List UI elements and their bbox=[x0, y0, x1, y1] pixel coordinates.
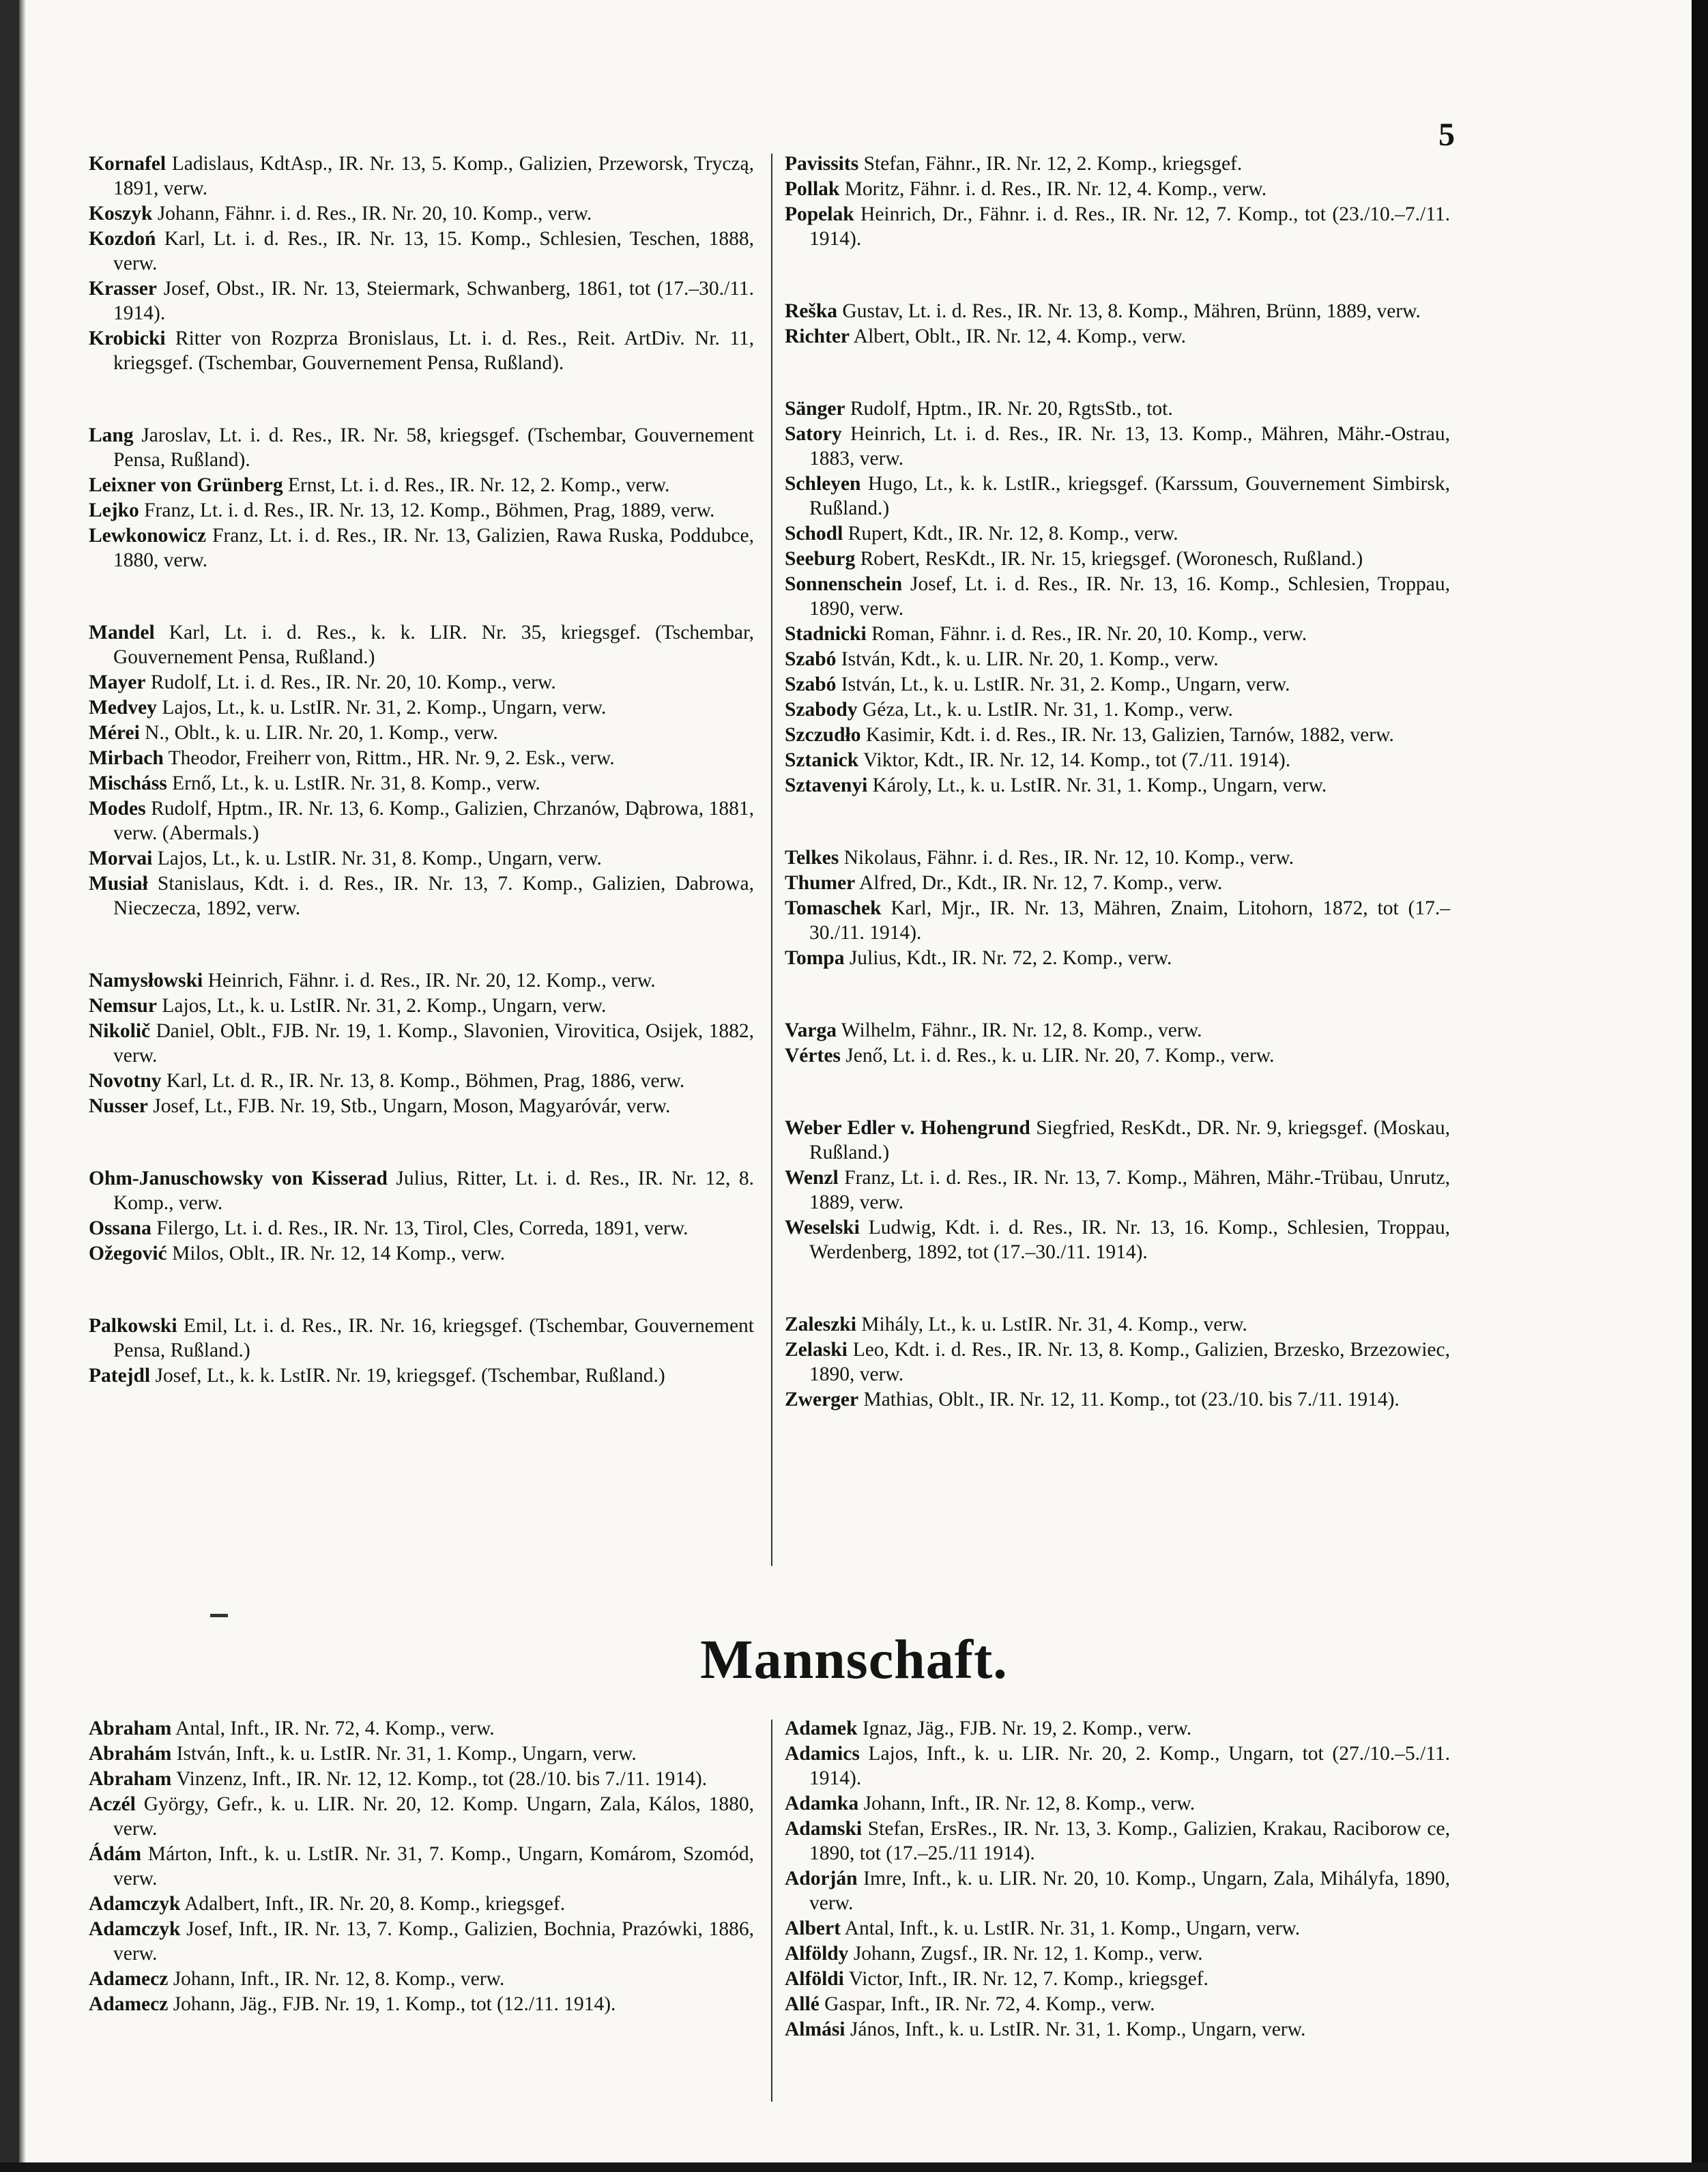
entry-details: György, Gefr., k. u. LIR. Nr. 20, 12. Komp. Ungarn, Zala, Kálos, 1880, verw. bbox=[113, 1793, 754, 1840]
entry-surname: Kozdoń bbox=[89, 228, 156, 250]
list-item bbox=[89, 721, 754, 745]
list-item bbox=[785, 1866, 1450, 1915]
list-item bbox=[89, 473, 754, 497]
entry-details: Gaspar, Inft., IR. Nr. 72, 4. Komp., verw. bbox=[819, 1993, 1155, 2015]
entry-details: Antal, Inft., k. u. LstIR. Nr. 31, 1. Komp., Ungarn, verw. bbox=[840, 1917, 1301, 1939]
entry-details: Karl, Mjr., IR. Nr. 13, Mähren, Znaim, Litohorn, 1872, tot (17.–30./11. 1914). bbox=[809, 897, 1450, 944]
list-item bbox=[89, 498, 754, 523]
list-item bbox=[785, 672, 1450, 697]
entry-surname: Adorján bbox=[785, 1868, 858, 1889]
list-item bbox=[89, 1967, 754, 1991]
entry-details: Theodor, Freiherr von, Rittm., HR. Nr. 9, 2. Esk., verw. bbox=[163, 747, 615, 769]
list-item bbox=[785, 177, 1450, 201]
entry-details: Ernst, Lt. i. d. Res., IR. Nr. 12, 2. Komp., verw. bbox=[283, 474, 670, 496]
list-item bbox=[89, 1216, 754, 1241]
entry-details: Robert, ResKdt., IR. Nr. 15, kriegsgef. (Woronesch, Rußland.) bbox=[855, 548, 1363, 570]
entry-details: Franz, Lt. i. d. Res., IR. Nr. 13, 7. Komp., Mähren, Mähr.-Trübau, Unrutz, 1889, verw. bbox=[809, 1167, 1450, 1213]
entry-details: Karl, Lt. i. d. Res., k. k. LIR. Nr. 35, kriegsgef. (Tschembar, Gouvernement Pensa, Rußland.) bbox=[113, 622, 754, 668]
entry-surname: Krobicki bbox=[89, 328, 166, 349]
entry-surname: Sonnenschein bbox=[785, 573, 903, 595]
entry-surname: Weselski bbox=[785, 1217, 860, 1239]
letter-group bbox=[785, 845, 1450, 970]
entry-details: Lajos, Inft., k. u. LIR. Nr. 20, 2. Komp., Ungarn, tot (27./10.–5./11. 1914). bbox=[809, 1743, 1450, 1789]
entry-surname: Adamczyk bbox=[89, 1893, 181, 1915]
list-item bbox=[89, 523, 754, 573]
list-item bbox=[89, 1741, 754, 1766]
list-item bbox=[785, 1165, 1450, 1215]
list-item bbox=[89, 1363, 754, 1388]
list-item bbox=[785, 871, 1450, 895]
entry-surname: Adamczyk bbox=[89, 1918, 181, 1940]
list-item bbox=[785, 1741, 1450, 1791]
entry-surname: Mayer bbox=[89, 671, 146, 693]
list-item bbox=[785, 1337, 1450, 1387]
entry-details: Ladislaus, KdtAsp., IR. Nr. 13, 5. Komp., Galizien, Przeworsk, Tryczą, 1891, verw. bbox=[113, 153, 754, 199]
entry-surname: Adamek bbox=[785, 1718, 858, 1739]
entry-surname: Tompa bbox=[785, 947, 845, 969]
list-item bbox=[89, 1892, 754, 1916]
entry-surname: Abraham bbox=[89, 1768, 172, 1790]
entry-surname: Zwerger bbox=[785, 1389, 859, 1410]
entry-surname: Zaleszki bbox=[785, 1314, 856, 1335]
letter-group bbox=[785, 1312, 1450, 1412]
entry-surname: Palkowski bbox=[89, 1315, 177, 1337]
entry-surname: Popelak bbox=[785, 203, 854, 225]
list-item bbox=[785, 697, 1450, 722]
entry-details: Lajos, Lt., k. u. LstIR. Nr. 31, 2. Komp., Ungarn, verw. bbox=[156, 697, 607, 719]
entry-details: Josef, Inft., IR. Nr. 13, 7. Komp., Galizien, Bochnia, Prazówki, 1886, verw. bbox=[113, 1918, 754, 1965]
list-item bbox=[785, 422, 1450, 471]
list-item bbox=[89, 1314, 754, 1363]
entry-surname: Szabó bbox=[785, 674, 837, 695]
entry-details: Karl, Lt. d. R., IR. Nr. 13, 8. Komp., Böhmen, Prag, 1886, verw. bbox=[161, 1070, 685, 1092]
entry-details: Emil, Lt. i. d. Res., IR. Nr. 16, kriegsgef. (Tschembar, Gouvernement Pensa, Rußland.) bbox=[113, 1315, 754, 1361]
entry-surname: Morvai bbox=[89, 848, 153, 869]
entry-surname: Seeburg bbox=[785, 548, 856, 570]
officers-right-column bbox=[785, 151, 1450, 1460]
list-item bbox=[785, 647, 1450, 671]
entry-details: Josef, Obst., IR. Nr. 13, Steiermark, Schwanberg, 1861, tot (17.–30./11. 1914). bbox=[113, 278, 754, 324]
entry-surname: Szabody bbox=[785, 699, 858, 721]
entry-surname: Tomaschek bbox=[785, 897, 882, 919]
list-item bbox=[89, 151, 754, 201]
list-item bbox=[785, 1916, 1450, 1941]
page-number: 5 bbox=[1438, 117, 1455, 153]
entry-details: Johann, Jäg., FJB. Nr. 19, 1. Komp., tot (12./11. 1914). bbox=[168, 1993, 616, 2015]
entry-surname: Satory bbox=[785, 423, 842, 445]
entry-details: Mathias, Oblt., IR. Nr. 12, 11. Komp., tot (23./10. bis 7./11. 1914). bbox=[858, 1389, 1400, 1410]
entry-surname: Szczudło bbox=[785, 724, 861, 746]
list-item bbox=[89, 670, 754, 695]
list-item bbox=[785, 1018, 1450, 1043]
column-divider bbox=[771, 154, 772, 1566]
entry-details: Daniel, Oblt., FJB. Nr. 19, 1. Komp., Slavonien, Virovitica, Osijek, 1882, verw. bbox=[113, 1020, 754, 1067]
entry-details: Leo, Kdt. i. d. Res., IR. Nr. 13, 8. Komp., Galizien, Brzesko, Brzezowiec, 1890, verw. bbox=[809, 1339, 1450, 1385]
entry-surname: Richter bbox=[785, 325, 850, 347]
entry-details: István, Lt., k. u. LstIR. Nr. 31, 2. Komp., Ungarn, verw. bbox=[836, 674, 1290, 695]
entry-details: Imre, Inft., k. u. LIR. Nr. 20, 10. Komp., Ungarn, Zala, Mihályfa, 1890, verw. bbox=[809, 1868, 1450, 1914]
entry-surname: Pavissits bbox=[785, 153, 859, 175]
entry-details: Heinrich, Fähnr. i. d. Res., IR. Nr. 20, 12. Komp., verw. bbox=[203, 970, 656, 991]
list-item bbox=[785, 1116, 1450, 1165]
list-item bbox=[785, 845, 1450, 870]
entry-surname: Krasser bbox=[89, 278, 157, 300]
list-item bbox=[785, 723, 1450, 747]
entry-surname: Ossana bbox=[89, 1217, 151, 1239]
entry-surname: Sztavenyi bbox=[785, 774, 868, 796]
list-item bbox=[785, 1043, 1450, 1068]
letter-group bbox=[89, 1314, 754, 1388]
mannschaft-left-column bbox=[89, 1716, 754, 2017]
entry-surname: Lang bbox=[89, 424, 134, 446]
entry-details: Vinzenz, Inft., IR. Nr. 12, 12. Komp., tot (28./10. bis 7./11. 1914). bbox=[171, 1768, 708, 1790]
entry-details: Johann, Zugsf., IR. Nr. 12, 1. Komp., verw. bbox=[848, 1943, 1203, 1965]
scan-left-shadow bbox=[19, 0, 26, 2172]
list-item bbox=[89, 968, 754, 993]
list-item bbox=[89, 276, 754, 325]
entry-surname: Adamka bbox=[785, 1793, 859, 1814]
list-item bbox=[89, 1241, 754, 1266]
list-item bbox=[785, 1967, 1450, 1991]
list-item bbox=[785, 1387, 1450, 1412]
list-item bbox=[89, 1166, 754, 1215]
separator-dash bbox=[210, 1614, 228, 1617]
entry-details: Rupert, Kdt., IR. Nr. 12, 8. Komp., verw. bbox=[843, 523, 1178, 545]
entry-surname: Allé bbox=[785, 1993, 820, 2015]
list-item bbox=[89, 201, 754, 226]
entry-surname: Novotny bbox=[89, 1070, 162, 1092]
letter-group bbox=[89, 151, 754, 375]
list-item bbox=[89, 796, 754, 845]
list-item bbox=[785, 2017, 1450, 2042]
entry-details: Johann, Inft., IR. Nr. 12, 8. Komp., verw. bbox=[858, 1793, 1196, 1814]
list-item bbox=[785, 547, 1450, 571]
entry-details: Alfred, Dr., Kdt., IR. Nr. 12, 7. Komp., verw. bbox=[855, 872, 1223, 894]
entry-details: Johann, Fähnr. i. d. Res., IR. Nr. 20, 10. Komp., verw. bbox=[152, 203, 592, 225]
list-item bbox=[785, 1312, 1450, 1337]
list-item bbox=[785, 396, 1450, 421]
scan-right-edge bbox=[1692, 0, 1708, 2172]
entry-details: Albert, Oblt., IR. Nr. 12, 4. Komp., verw. bbox=[850, 325, 1187, 347]
list-item bbox=[785, 1716, 1450, 1741]
entry-details: Kasimir, Kdt. i. d. Res., IR. Nr. 13, Galizien, Tarnów, 1882, verw. bbox=[860, 724, 1394, 746]
entry-details: Károly, Lt., k. u. LstIR. Nr. 31, 1. Komp., Ungarn, verw. bbox=[867, 774, 1327, 796]
entry-details: Julius, Kdt., IR. Nr. 72, 2. Komp., verw. bbox=[844, 947, 1172, 969]
entry-details: Karl, Lt. i. d. Res., IR. Nr. 13, 15. Komp., Schlesien, Teschen, 1888, verw. bbox=[113, 228, 754, 274]
entry-surname: Aczél bbox=[89, 1793, 136, 1815]
entry-surname: Medvey bbox=[89, 697, 157, 719]
entry-details: Heinrich, Dr., Fähnr. i. d. Res., IR. Nr. 12, 7. Komp., tot (23./10.–7./11. 1914). bbox=[809, 203, 1450, 250]
entry-details: Ignaz, Jäg., FJB. Nr. 19, 2. Komp., verw. bbox=[857, 1718, 1192, 1739]
entry-surname: Sänger bbox=[785, 398, 845, 420]
list-item bbox=[89, 620, 754, 669]
entry-surname: Nemsur bbox=[89, 995, 157, 1017]
entry-details: Jaroslav, Lt. i. d. Res., IR. Nr. 58, kriegsgef. (Tschembar, Gouvernement Pensa, Rußland). bbox=[113, 424, 754, 471]
letter-group bbox=[89, 423, 754, 573]
entry-surname: Namysłowski bbox=[89, 970, 203, 991]
entry-surname: Alföldy bbox=[785, 1943, 849, 1965]
entry-surname: Ádám bbox=[89, 1843, 142, 1865]
entry-surname: Adamics bbox=[785, 1743, 860, 1765]
entry-surname: Ožegović bbox=[89, 1243, 167, 1264]
list-item bbox=[89, 1767, 754, 1791]
letter-group bbox=[785, 1116, 1450, 1264]
list-item bbox=[785, 622, 1450, 646]
entry-details: Julius, Ritter, Lt. i. d. Res., IR. Nr. 12, 8. Komp., verw. bbox=[113, 1168, 754, 1214]
list-item bbox=[785, 472, 1450, 521]
list-item bbox=[785, 1791, 1450, 1816]
entry-surname: Wenzl bbox=[785, 1167, 839, 1189]
list-item bbox=[785, 1215, 1450, 1264]
entry-surname: Patejdl bbox=[89, 1365, 151, 1387]
entry-details: Moritz, Fähnr. i. d. Res., IR. Nr. 12, 4. Komp., verw. bbox=[839, 178, 1267, 200]
entry-details: Stefan, Fähnr., IR. Nr. 12, 2. Komp., kriegsgef. bbox=[858, 153, 1243, 175]
entry-surname: Adamecz bbox=[89, 1968, 169, 1990]
entry-surname: Koszyk bbox=[89, 203, 153, 225]
list-item bbox=[89, 1917, 754, 1966]
list-item bbox=[785, 896, 1450, 945]
list-item bbox=[785, 773, 1450, 798]
entry-details: Rudolf, Hptm., IR. Nr. 20, RgtsStb., tot. bbox=[845, 398, 1173, 420]
entry-details: István, Kdt., k. u. LIR. Nr. 20, 1. Komp., verw. bbox=[836, 648, 1219, 670]
entry-details: Gustav, Lt. i. d. Res., IR. Nr. 13, 8. Komp., Mähren, Brünn, 1889, verw. bbox=[837, 300, 1421, 322]
entry-surname: Sztanick bbox=[785, 749, 859, 771]
entry-surname: Schodl bbox=[785, 523, 843, 545]
entry-details: Siegfried, ResKdt., DR. Nr. 9, kriegsgef. (Moskau, Rußland.) bbox=[809, 1117, 1450, 1163]
list-item bbox=[89, 227, 754, 276]
list-item bbox=[89, 695, 754, 720]
entry-surname: Weber Edler v. Hohengrund bbox=[785, 1117, 1030, 1139]
list-item bbox=[785, 748, 1450, 772]
list-item bbox=[785, 572, 1450, 621]
entry-details: Milos, Oblt., IR. Nr. 12, 14 Komp., verw. bbox=[167, 1243, 506, 1264]
letter-group bbox=[89, 1166, 754, 1266]
entry-surname: Alföldi bbox=[785, 1968, 844, 1990]
entry-details: Stefan, ErsRes., IR. Nr. 13, 3. Komp., Galizien, Krakau, Raciborow ce, 1890, tot (17.–25./11 1914). bbox=[809, 1818, 1450, 1864]
list-item bbox=[785, 299, 1450, 323]
entry-details: Antal, Inft., IR. Nr. 72, 4. Komp., verw. bbox=[171, 1718, 495, 1739]
entry-details: Heinrich, Lt. i. d. Res., IR. Nr. 13, 13. Komp., Mähren, Mähr.-Ostrau, 1883, verw. bbox=[809, 423, 1450, 469]
entry-details: Mihály, Lt., k. u. LstIR. Nr. 31, 4. Komp., verw. bbox=[856, 1314, 1247, 1335]
entry-details: Márton, Inft., k. u. LstIR. Nr. 31, 7. Komp., Ungarn, Komárom, Szomód, verw. bbox=[113, 1843, 754, 1889]
entry-surname: Szabó bbox=[785, 648, 837, 670]
entry-details: Filergo, Lt. i. d. Res., IR. Nr. 13, Tirol, Cles, Correda, 1891, verw. bbox=[151, 1217, 689, 1239]
list-item bbox=[89, 1094, 754, 1118]
entry-surname: Kornafel bbox=[89, 153, 167, 175]
entry-surname: Abrahám bbox=[89, 1743, 172, 1765]
entry-details: Jenő, Lt. i. d. Res., k. u. LIR. Nr. 20, 7. Komp., verw. bbox=[840, 1045, 1275, 1067]
entry-details: Géza, Lt., k. u. LstIR. Nr. 31, 1. Komp., verw. bbox=[857, 699, 1233, 721]
letter-group bbox=[89, 968, 754, 1118]
entry-surname: Nusser bbox=[89, 1095, 148, 1117]
officers-left-column bbox=[89, 151, 754, 1436]
entry-details: Franz, Lt. i. d. Res., IR. Nr. 13, 12. Komp., Böhmen, Prag, 1889, verw. bbox=[139, 499, 715, 521]
list-item bbox=[89, 1716, 754, 1741]
entry-surname: Pollak bbox=[785, 178, 840, 200]
list-item bbox=[89, 423, 754, 472]
entry-surname: Reška bbox=[785, 300, 838, 322]
list-item bbox=[89, 846, 754, 871]
entry-surname: Mirbach bbox=[89, 747, 164, 769]
entry-details: Lajos, Lt., k. u. LstIR. Nr. 31, 2. Komp., Ungarn, verw. bbox=[156, 995, 607, 1017]
letter-group bbox=[785, 1018, 1450, 1068]
entry-details: Ritter von Rozprza Bronislaus, Lt. i. d. Res., Reit. ArtDiv. Nr. 11, kriegsgef. (Tschembar, Gouvernement Pensa, Rußland). bbox=[113, 328, 754, 374]
list-item bbox=[89, 994, 754, 1018]
entry-details: Wilhelm, Fähnr., IR. Nr. 12, 8. Komp., verw. bbox=[836, 1019, 1202, 1041]
letter-group bbox=[785, 299, 1450, 349]
list-item bbox=[785, 202, 1450, 251]
entry-details: János, Inft., k. u. LstIR. Nr. 31, 1. Komp., Ungarn, verw. bbox=[845, 2018, 1306, 2040]
entry-details: Franz, Lt. i. d. Res., IR. Nr. 13, Galizien, Rawa Ruska, Poddubce, 1880, verw. bbox=[113, 525, 754, 571]
entry-details: Ludwig, Kdt. i. d. Res., IR. Nr. 13, 16. Komp., Schlesien, Troppau, Werdenberg, 1892, tot (17.–30./11. 1914). bbox=[809, 1217, 1450, 1263]
entry-surname: Ohm-Januschowsky von Kisserad bbox=[89, 1168, 388, 1189]
entry-details: Roman, Fähnr. i. d. Res., IR. Nr. 20, 10. Komp., verw. bbox=[866, 623, 1307, 645]
entry-details: Rudolf, Hptm., IR. Nr. 13, 6. Komp., Galizien, Chrzanów, Dąbrowa, 1881, verw. (Abermals.) bbox=[113, 798, 754, 844]
list-item bbox=[785, 1941, 1450, 1966]
section-title: Mannschaft. bbox=[700, 1628, 1008, 1690]
entry-details: Ernő, Lt., k. u. LstIR. Nr. 31, 8. Komp., verw. bbox=[167, 772, 540, 794]
list-item bbox=[89, 771, 754, 796]
entry-surname: Mérei bbox=[89, 722, 140, 744]
entry-surname: Schleyen bbox=[785, 473, 861, 495]
entry-details: Josef, Lt., FJB. Nr. 19, Stb., Ungarn, Moson, Magyaróvár, verw. bbox=[147, 1095, 671, 1117]
list-item bbox=[785, 521, 1450, 546]
entry-surname: Lejko bbox=[89, 499, 139, 521]
entry-details: Rudolf, Lt. i. d. Res., IR. Nr. 20, 10. Komp., verw. bbox=[145, 671, 556, 693]
entry-details: Josef, Lt., k. k. LstIR. Nr. 19, kriegsgef. (Tschembar, Rußland.) bbox=[150, 1365, 665, 1387]
list-item bbox=[89, 1792, 754, 1841]
scan-left-edge bbox=[0, 0, 19, 2172]
list-item bbox=[785, 324, 1450, 349]
letter-group bbox=[785, 396, 1450, 798]
entry-surname: Thumer bbox=[785, 872, 856, 894]
entry-details: Hugo, Lt., k. k. LstIR., kriegsgef. (Karssum, Gouvernement Simbirsk, Rußland.) bbox=[809, 473, 1450, 519]
entry-surname: Abraham bbox=[89, 1718, 172, 1739]
list-item bbox=[89, 1019, 754, 1068]
letter-group bbox=[89, 620, 754, 921]
list-item bbox=[89, 746, 754, 770]
list-item bbox=[89, 326, 754, 375]
list-item bbox=[785, 1992, 1450, 2016]
list-item bbox=[785, 151, 1450, 176]
list-item bbox=[785, 946, 1450, 970]
entry-surname: Mischáss bbox=[89, 772, 167, 794]
entry-surname: Vértes bbox=[785, 1045, 841, 1067]
list-item bbox=[89, 871, 754, 921]
entry-details: Johann, Inft., IR. Nr. 12, 8. Komp., verw. bbox=[168, 1968, 505, 1990]
letter-group bbox=[785, 151, 1450, 251]
entry-details: Viktor, Kdt., IR. Nr. 12, 14. Komp., tot (7./11. 1914). bbox=[858, 749, 1291, 771]
list-item bbox=[785, 1816, 1450, 1866]
entry-details: Josef, Lt. i. d. Res., IR. Nr. 13, 16. Komp., Schlesien, Troppau, 1890, verw. bbox=[809, 573, 1450, 620]
entry-surname: Leixner von Grünberg bbox=[89, 474, 283, 496]
list-item bbox=[89, 1992, 754, 2016]
entry-surname: Adamecz bbox=[89, 1993, 169, 2015]
scan-bottom-edge bbox=[0, 2162, 1708, 2172]
entry-surname: Musiał bbox=[89, 873, 148, 895]
mannschaft-right-column bbox=[785, 1716, 1450, 2042]
entry-surname: Adamski bbox=[785, 1818, 863, 1840]
entry-surname: Lewkonowicz bbox=[89, 525, 207, 547]
entry-surname: Modes bbox=[89, 798, 146, 820]
entry-details: N., Oblt., k. u. LIR. Nr. 20, 1. Komp., verw. bbox=[139, 722, 498, 744]
entry-surname: Nikolič bbox=[89, 1020, 151, 1042]
entry-surname: Stadnicki bbox=[785, 623, 867, 645]
entry-surname: Telkes bbox=[785, 847, 839, 869]
entry-details: Adalbert, Inft., IR. Nr. 20, 8. Komp., kriegsgef. bbox=[180, 1893, 566, 1915]
entry-details: Lajos, Lt., k. u. LstIR. Nr. 31, 8. Komp., Ungarn, verw. bbox=[152, 848, 602, 869]
entry-surname: Zelaski bbox=[785, 1339, 848, 1361]
entry-details: Nikolaus, Fähnr. i. d. Res., IR. Nr. 12, 10. Komp., verw. bbox=[839, 847, 1294, 869]
entry-surname: Almási bbox=[785, 2018, 845, 2040]
entry-surname: Varga bbox=[785, 1019, 837, 1041]
list-item bbox=[89, 1069, 754, 1093]
entry-surname: Mandel bbox=[89, 622, 155, 643]
list-item bbox=[89, 1842, 754, 1891]
entry-details: Victor, Inft., IR. Nr. 12, 7. Komp., kriegsgef. bbox=[843, 1968, 1208, 1990]
entry-surname: Albert bbox=[785, 1917, 841, 1939]
column-divider bbox=[771, 1720, 772, 2102]
entry-details: István, Inft., k. u. LstIR. Nr. 31, 1. Komp., Ungarn, verw. bbox=[171, 1743, 637, 1765]
entry-details: Stanislaus, Kdt. i. d. Res., IR. Nr. 13, 7. Komp., Galizien, Dabrowa, Nieczecza, 1892, verw. bbox=[113, 873, 754, 919]
